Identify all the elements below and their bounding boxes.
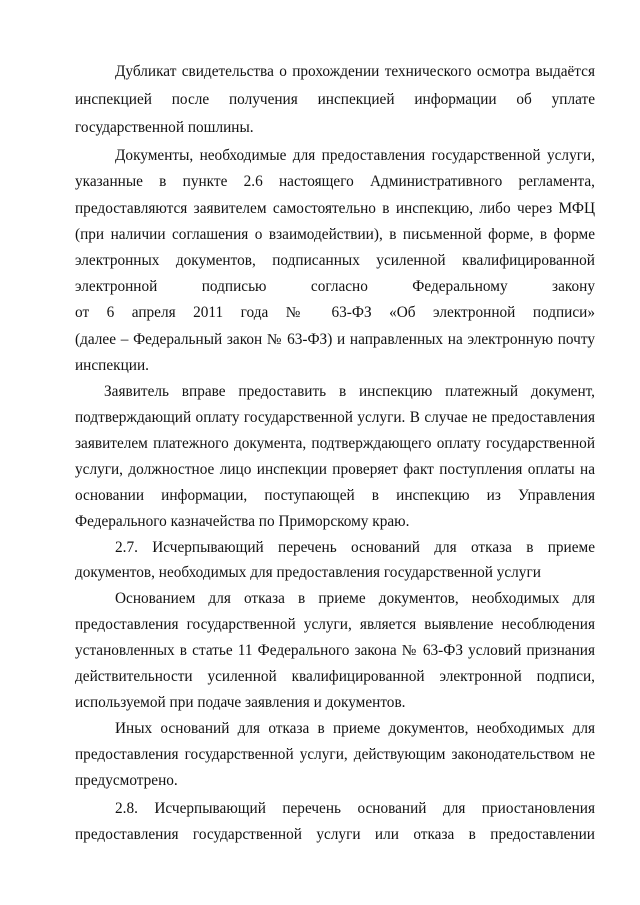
text-line: Документы, необходимые для предоставления государственной услуги, [115, 147, 595, 164]
text-line: предоставляются заявителем самостоятельно в инспекцию, либо через МФЦ [75, 200, 595, 217]
text-line: электронных документов, подписанных усиленной квалифицированной [75, 252, 595, 269]
text-line: от 6 апреля 2011 года № 63-ФЗ «Об электронной подписи» [75, 304, 595, 321]
section-heading-line: 2.8. Исчерпывающий перечень оснований для приостановления [115, 800, 595, 817]
text-line: инспекцией после получения инспекцией информации об уплате [75, 91, 595, 108]
text-line: подтверждающий оплату государственной услуги. В случае не предоставления [75, 409, 595, 426]
text-line: государственной пошлины. [75, 119, 254, 136]
text-line: предоставления государственной услуги, является выявление несоблюдения [75, 616, 595, 633]
text-line: Иных оснований для отказа в приеме документов, необходимых для [115, 720, 595, 737]
section-heading-line: документов, необходимых для предоставления государственной услуги [75, 564, 541, 581]
text-line: Основанием для отказа в приеме документов, необходимых для [115, 590, 595, 607]
text-line: Федерального казначейства по Приморскому краю. [75, 513, 410, 530]
text-line: установленных в статье 11 Федерального закона № 63-ФЗ условий признания [75, 642, 595, 659]
text-line: (при наличии соглашения о взаимодействии), в письменной форме, в форме [75, 226, 595, 243]
text-line: Заявитель вправе предоставить в инспекцию платежный документ, [104, 383, 595, 400]
text-line: основании информации, поступающей в инспекцию из Управления [75, 487, 595, 504]
text-line: услуги, должностное лицо инспекции проверяет факт поступления оплаты на [75, 461, 595, 478]
text-line: используемой при подаче заявления и документов. [75, 694, 406, 711]
text-line: указанные в пункте 2.6 настоящего Административного регламента, [75, 173, 595, 190]
section-heading-line: 2.7. Исчерпывающий перечень оснований для отказа в приеме [115, 539, 595, 556]
text-line: Дубликат свидетельства о прохождении технического осмотра выдаётся [115, 63, 595, 80]
text-line: инспекции. [75, 357, 149, 374]
text-line: электронной подписью согласно Федеральному закону [75, 278, 595, 295]
text-line: заявителем платежного документа, подтверждающего оплату государственной [75, 435, 595, 452]
section-heading-line: предоставления государственной услуги или отказа в предоставлении [75, 826, 595, 843]
text-line: предусмотрено. [75, 772, 178, 789]
text-line: (далее – Федеральный закон № 63-ФЗ) и направленных на электронную почту [75, 331, 595, 348]
text-line: действительности усиленной квалифицированной электронной подписи, [75, 668, 595, 685]
text-line: предоставления государственной услуги, действующим законодательством не [75, 746, 595, 763]
